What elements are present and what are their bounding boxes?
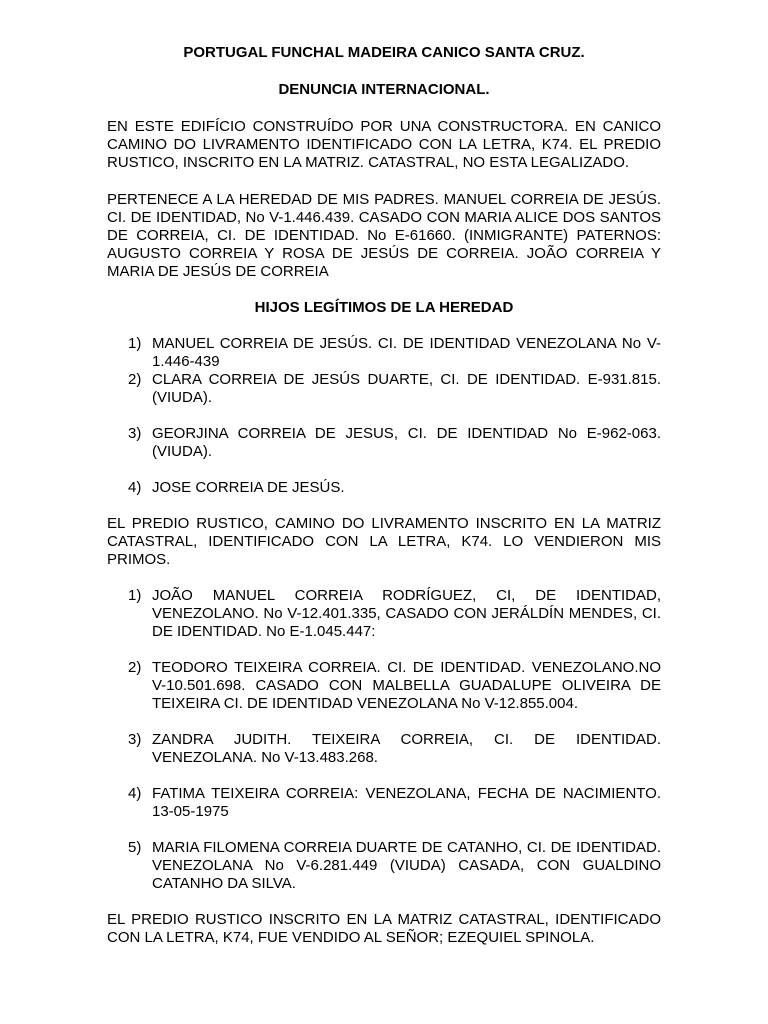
list-item-number: 4): [128, 479, 142, 496]
list-item-text: TEODORO TEIXEIRA CORREIA. CI. DE IDENTIDAD. VENEZOLANO.NO V-10.501.698. CASADO CON MALBELLA GUADALUPE OLIVEIRA DE TEIXEIRA CI. DE IDENTIDAD VENEZOLANA No V-12.855.004.: [152, 659, 661, 712]
paragraph-buyer: EL PREDIO RUSTICO INSCRITO EN LA MATRIZ CATASTRAL, IDENTIFICADO CON LA LETRA, K74, FUE VENDIDO AL SEÑOR; EZEQUIEL SPINOLA.: [107, 911, 661, 946]
list-item-text: JOSE CORREIA DE JESÚS.: [152, 479, 345, 496]
list-item: [107, 587, 661, 641]
paragraph-building: EN ESTE EDIFÍCIO CONSTRUÍDO POR UNA CONSTRUCTORA. EN CANICO CAMINO DO LIVRAMENTO IDENTIFICADO CON LA LETRA, K74. EL PREDIO RUSTICO, INSCRITO EN LA MATRIZ. CATASTRAL, NO ESTA LEGALIZADO.: [107, 118, 661, 171]
list-item-text: MANUEL CORREIA DE JESÚS. CI. DE IDENTIDAD VENEZOLANA No V-1.446-439: [152, 335, 661, 370]
paragraph-sale: EL PREDIO RUSTICO, CAMINO DO LIVRAMENTO INSCRITO EN LA MATRIZ CATASTRAL, IDENTIFICADO CON LA LETRA, K74. LO VENDIERON MIS PRIMOS.: [107, 515, 661, 568]
list-item-text: FATIMA TEIXEIRA CORREIA: VENEZOLANA, FECHA DE NACIMIENTO. 13-05-1975: [152, 785, 661, 820]
list-item-number: 4): [128, 785, 142, 802]
list-item: [107, 371, 661, 407]
list-item-number: 2): [128, 659, 142, 676]
cousins-list: [107, 587, 661, 893]
list-item: [107, 335, 661, 371]
list-item-text: CLARA CORREIA DE JESÚS DUARTE, CI. DE IDENTIDAD. E-931.815. (VIUDA).: [152, 371, 661, 406]
list-item-text: MARIA FILOMENA CORREIA DUARTE DE CATANHO, CI. DE IDENTIDAD. VENEZOLANA No V-6.281.449 (VIUDA) CASADA, CON GUALDINO CATANHO DA SILVA.: [152, 839, 661, 892]
list-item-text: ZANDRA JUDITH. TEIXEIRA CORREIA, CI. DE IDENTIDAD. VENEZOLANA. No V-13.483.268.: [152, 731, 661, 766]
list-item: [107, 479, 661, 497]
list-item: [107, 425, 661, 461]
list-item-number: 3): [128, 425, 142, 442]
list-item: [107, 659, 661, 713]
list-item: [107, 785, 661, 821]
list-item-number: 1): [128, 587, 142, 604]
document-subtitle: DENUNCIA INTERNACIONAL.: [278, 81, 490, 98]
list-item-number: 3): [128, 731, 142, 748]
list-item-text: GEORJINA CORREIA DE JESUS, CI. DE IDENTIDAD No E-962-063. (VIUDA).: [152, 425, 661, 460]
list-item-number: 2): [128, 371, 142, 388]
list-item-number: 5): [128, 839, 142, 856]
heirs-heading: HIJOS LEGÍTIMOS DE LA HEREDAD: [254, 299, 514, 316]
list-item-text: JOÃO MANUEL CORREIA RODRÍGUEZ, CI, DE IDENTIDAD, VENEZOLANO. No V-12.401.335, CASADO CON JERÁLDÍN MENDES, CI. DE IDENTIDAD. No E-1.045.447:: [152, 587, 661, 640]
paragraph-heritage: PERTENECE A LA HEREDAD DE MIS PADRES. MANUEL CORREIA DE JESÚS. CI. DE IDENTIDAD, No V-1.446.439. CASADO CON MARIA ALICE DOS SANTOS DE CORREIA, CI. DE IDENTIDAD. No E-61660. (INMIGRANTE) PATERNOS: AUGUSTO CORREIA Y ROSA DE JESÚS DE CORREIA. JOÃO CORREIA Y MARIA DE JESÚS DE CORREIA: [107, 191, 661, 280]
list-item-number: 1): [128, 335, 142, 352]
document-title: PORTUGAL FUNCHAL MADEIRA CANICO SANTA CRUZ.: [183, 44, 585, 61]
list-item: [107, 839, 661, 893]
list-item: [107, 731, 661, 767]
heirs-list: [107, 335, 661, 497]
